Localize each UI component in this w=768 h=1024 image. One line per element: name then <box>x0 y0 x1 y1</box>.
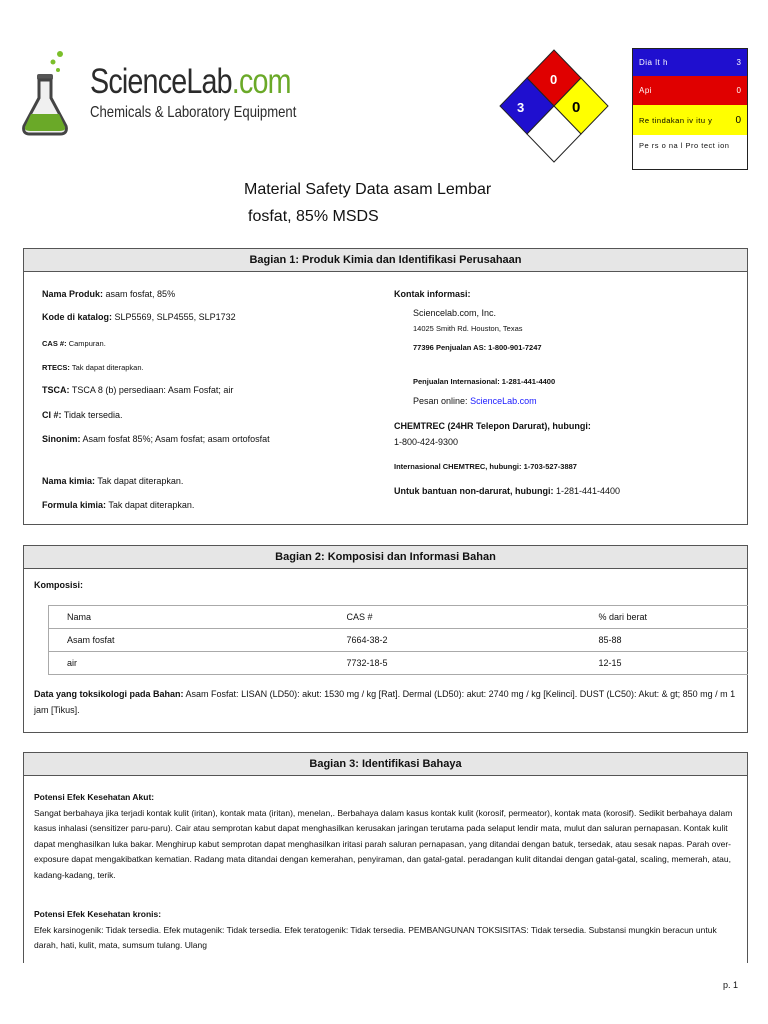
intl-sales-phone: Penjualan Internasional: 1-281-441-4400 <box>413 377 556 386</box>
table-cell: 12-15 <box>581 652 749 675</box>
us-sales-phone: 77396 Penjualan AS: 1-800-901-7247 <box>413 343 542 352</box>
logo-tagline: Chemicals & Laboratory Equipment <box>90 104 297 121</box>
product-name-field: Nama Produk: asam fosfat, 85% <box>42 289 176 299</box>
rtecs-field: RTECS: Tak dapat diterapkan. <box>42 363 144 372</box>
hazard-reactivity-label: Re tindakan iv itu y <box>639 115 713 125</box>
hazard-health-label: Dia lt h <box>639 58 668 67</box>
section-3 <box>23 752 748 963</box>
page-number: p. 1 <box>723 980 739 990</box>
nfpa-reactivity-value: 0 <box>572 99 581 116</box>
flask-icon <box>20 48 72 138</box>
section-3-heading: Bagian 3: Identifikasi Bahaya <box>24 753 747 776</box>
nonemergency-field: Untuk bantuan non-darurat, hubungi: 1-281-441-4400 <box>394 486 621 496</box>
hazard-reactivity-value: 0 <box>735 114 741 126</box>
hazard-fire-value: 0 <box>736 86 741 95</box>
company-address: 14025 Smith Rd. Houston, Texas <box>413 324 523 333</box>
document-title-line1: Material Safety Data asam Lembar <box>244 181 492 198</box>
table-header-cell: % dari berat <box>581 606 749 629</box>
section-1 <box>23 248 748 525</box>
catalog-code-field: Kode di katalog: SLP5569, SLP4555, SLP1732 <box>42 312 236 322</box>
chemtrec-phone: 1-800-424-9300 <box>394 437 459 447</box>
toxicology-paragraph: Data yang toksikologi pada Bahan: Asam Fosfat: LISAN (LD50): akut: 1530 mg / kg [Rat]. Dermal (LD50): akut: 2740 mg / kg [Kelinci]. DUST (LC50): Akut: & gt; 850 mg / m 1 jam [Tikus]. <box>34 689 736 715</box>
document-title-line2: fosfat, 85% MSDS <box>248 208 379 225</box>
table-cell: 85-88 <box>581 629 749 652</box>
tsca-field: TSCA: TSCA 8 (b) persediaan: Asam Fosfat; air <box>42 385 234 395</box>
table-row <box>49 652 749 675</box>
order-online-link[interactable]: ScienceLab.com <box>470 396 537 406</box>
hazard-fire-row <box>633 76 747 105</box>
composition-table <box>48 605 748 675</box>
table-header-cell: CAS # <box>329 606 581 629</box>
contact-label: Kontak informasi: <box>394 289 471 299</box>
section-2 <box>23 545 748 733</box>
table-cell: 7664-38-2 <box>329 629 581 652</box>
chronic-effects-paragraph: Potensi Efek Kesehatan kronis: Efek karsinogenik: Tidak tersedia. Efek mutagenik: Tidak tersedia. Efek teratogenik: Tidak tersedia. PEMBANGUNAN TOKSISITAS: Tidak tersedia. Substansi mungkin beracun untuk darah, hati, kulit, mata, sumsum tulang. Ulang <box>34 909 717 950</box>
intl-chemtrec: Internasional CHEMTREC, hubungi: 1-703-527-3887 <box>394 462 577 471</box>
chemical-name-field: Nama kimia: Tak dapat diterapkan. <box>42 476 184 486</box>
table-cell: air <box>49 652 329 675</box>
company-name: Sciencelab.com, Inc. <box>413 308 497 318</box>
table-cell: Asam fosfat <box>49 629 329 652</box>
composition-label: Komposisi: <box>34 580 84 590</box>
nfpa-fire-value: 0 <box>550 72 558 87</box>
cas-field: CAS #: Campuran. <box>42 339 106 348</box>
hazard-health-row <box>633 49 747 76</box>
chemical-formula-field: Formula kimia: Tak dapat diterapkan. <box>42 500 195 510</box>
chemtrec-label: CHEMTREC (24HR Telepon Darurat), hubungi: <box>394 421 591 431</box>
logo-wordmark: ScienceLab.com <box>90 62 291 101</box>
hazard-ppe-label: Pe rs o na l Pro tect ion <box>639 141 730 150</box>
ci-field: CI #: Tidak tersedia. <box>42 410 123 420</box>
nfpa-diamond <box>498 48 610 166</box>
hazard-rating-table <box>632 48 748 170</box>
section-1-heading: Bagian 1: Produk Kimia dan Identifikasi Perusahaan <box>24 249 747 272</box>
hazard-fire-label: Api <box>639 86 653 95</box>
acute-effects-paragraph: Potensi Efek Kesehatan Akut: Sangat berbahaya jika terjadi kontak kulit (iritan), kontak mata (iritan), menelan,. Berbahaya dalam kasus kontak kulit (korosif, permeator), kontak mata (korosif). Sedikit berbahaya dalam kasus inhalasi (sensitizer paru-paru). Cair atau semprotan kabut dapat menghasilkan kerusakan jaringan terutama pada selaput lendir mata, mulut dan saluran pernapasan. Kontak kulit dapat menghasilkan luka bakar. Menghirup kabut semprotan dapat menghasilkan iritasi parah saluran pernapasan, yang ditandai dengan batuk, tersedak, atau sesak napas. Parah over-exposure dapat mengakibatkan kematian. Radang mata ditandai dengan kemerahan, penyiraman, dan gatal-gatal. peradangan kulit ditandai dengan gatal-gatal, scaling, memerah, atau, kadang-kadang, terik. <box>34 792 733 880</box>
synonym-field: Sinonim: Asam fosfat 85%; Asam fosfat; asam ortofosfat <box>42 434 270 444</box>
hazard-health-value: 3 <box>736 58 741 67</box>
table-cell: 7732-18-5 <box>329 652 581 675</box>
order-online: Pesan online: ScienceLab.com <box>413 396 537 406</box>
document-title <box>244 176 491 230</box>
table-header-row <box>49 606 749 629</box>
section-2-heading: Bagian 2: Komposisi dan Informasi Bahan <box>24 546 747 569</box>
hazard-ppe-row <box>633 135 747 169</box>
nfpa-health-value: 3 <box>517 100 525 115</box>
table-row <box>49 629 749 652</box>
table-header-cell: Nama <box>49 606 329 629</box>
sciencelab-logo <box>20 48 310 138</box>
hazard-reactivity-row <box>633 105 747 135</box>
